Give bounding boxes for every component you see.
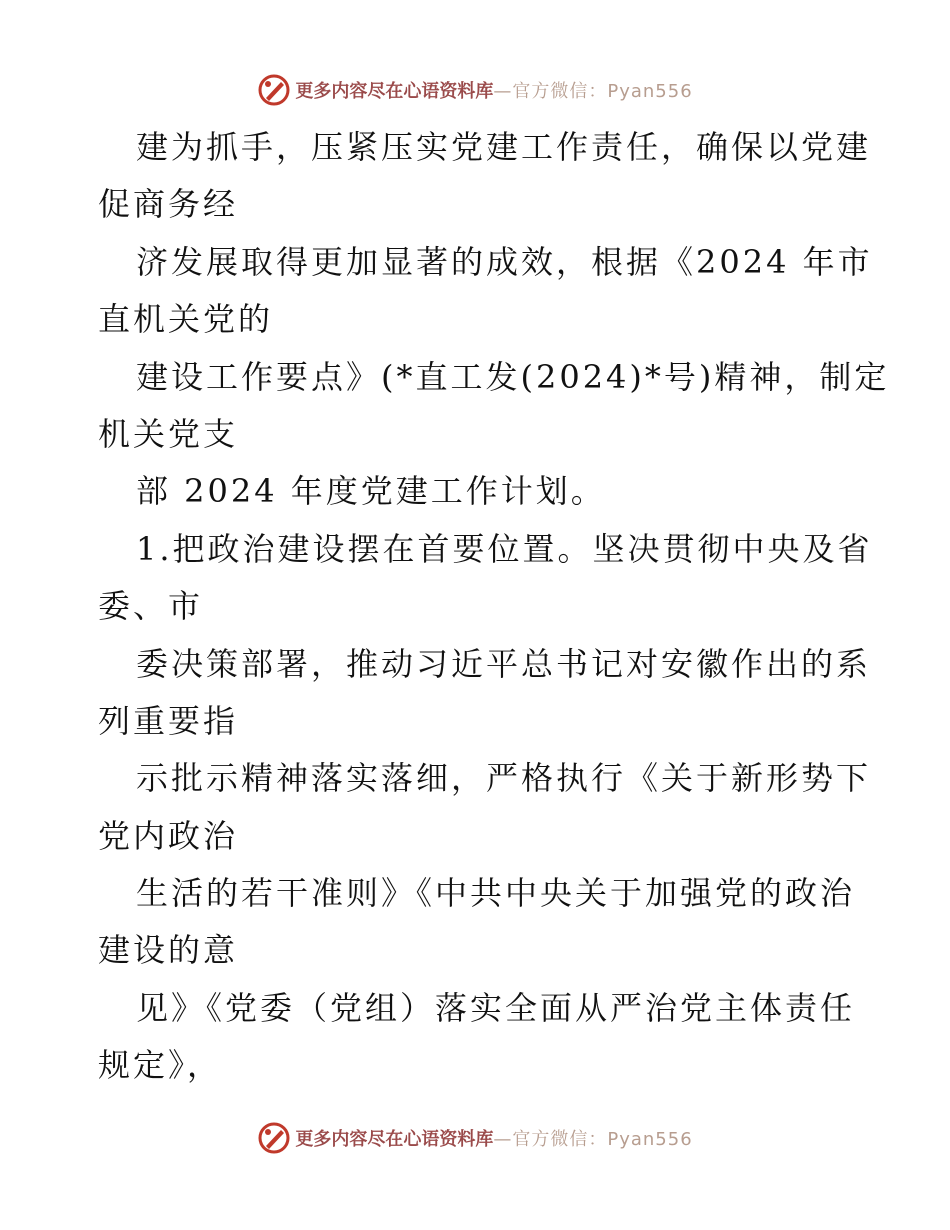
body-text (98, 119, 890, 1095)
text-line: 党内政治 (98, 816, 239, 855)
text-line: 建设工作要点》(*直工发(2024)*号)精神，制定 (136, 357, 890, 396)
watermark-site-text: 更多内容尽在心语资料库 (295, 1129, 494, 1150)
text-line: 规定》， (98, 1046, 223, 1085)
text-line: 1.把政治建设摆在首要位置。坚决贯彻中央及省 (136, 529, 873, 568)
text-line: 生活的若干准则》《中共中央关于加强党的政治 (136, 874, 856, 913)
text-line: 济发展取得更加显著的成效，根据《2024 年市 (136, 242, 873, 281)
pen-seal-icon (257, 73, 291, 107)
text-line: 建为抓手，压紧压实党建工作责任，确保以党建 (136, 128, 872, 166)
footer-watermark (0, 1116, 950, 1160)
text-line: 建设的意 (98, 931, 239, 970)
text-line: 列重要指 (98, 701, 239, 740)
watermark-wechat-text: —官方微信：Pyan556 (493, 1129, 693, 1150)
text-line: 直机关党的 (98, 300, 274, 339)
text-line: 委决策部署，推动习近平总书记对安徽作出的系 (136, 644, 872, 683)
text-line: 示批示精神落实落细，严格执行《关于新形势下 (136, 759, 872, 798)
text-line: 见》《党委（党组）落实全面从严治党主体责任 (136, 988, 856, 1027)
pen-seal-icon (257, 1121, 291, 1155)
watermark-wechat-text: —官方微信：Pyan556 (493, 81, 693, 102)
text-line: 促商务经 (98, 185, 239, 224)
text-line: 机关党支 (98, 414, 239, 453)
header-watermark (0, 68, 950, 112)
watermark-site-text: 更多内容尽在心语资料库 (295, 81, 494, 102)
text-line: 委、市 (98, 587, 204, 626)
text-line: 部 2024 年度党建工作计划。 (136, 472, 606, 511)
